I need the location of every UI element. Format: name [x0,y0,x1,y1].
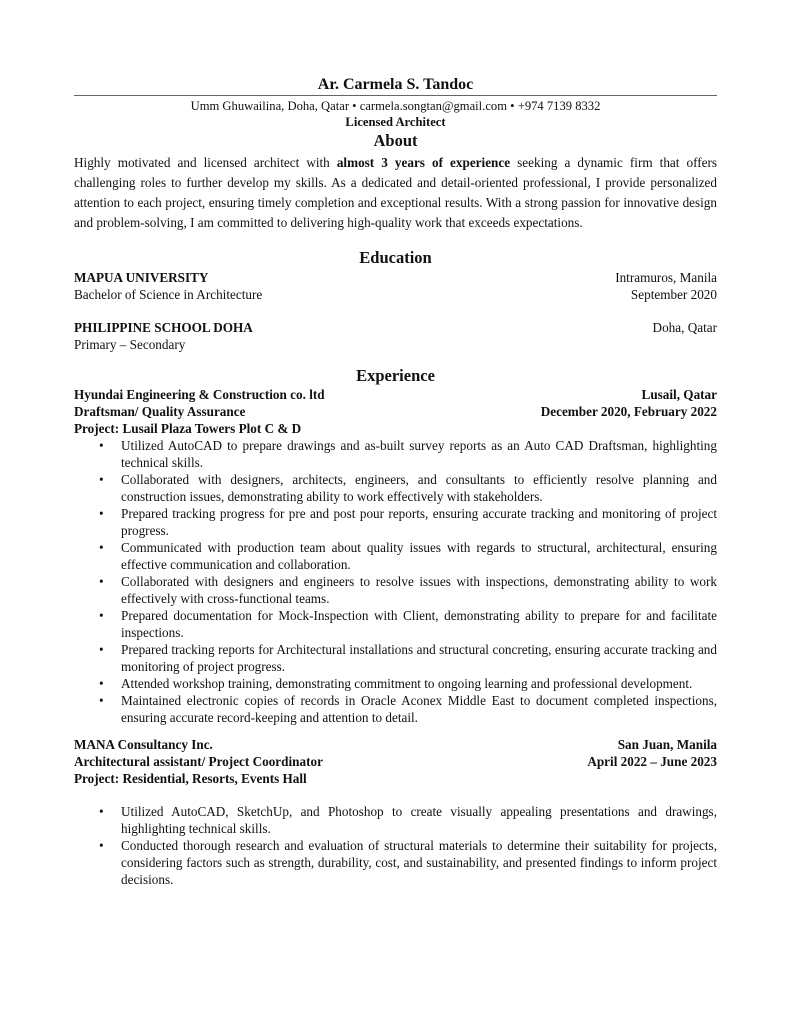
graduation-date: September 2020 [630,287,717,302]
job-location: Lusail, Qatar [641,387,717,402]
school-name: PHILIPPINE SCHOOL DOHA [74,320,253,335]
job-dates: December 2020, February 2022 [540,404,717,419]
professional-title: Licensed Architect [345,115,446,129]
school-location: Intramuros, Manila [615,270,717,285]
experience-heading: Experience [356,366,435,385]
bullet-item: • Conducted thorough research and evaluation of structural materials to determine their suitability for projects, considering factors such as strength, durability, cost, and sustainability, and presented findings to inform project decisions. [121,837,717,888]
about-text-start: Highly motivated and licensed architect with [74,155,337,170]
bullet-item: • Prepared tracking progress for pre and post pour reports, ensuring accurate tracking and monitoring of project progress. [121,505,717,539]
about-text-highlight: almost 3 years of experience [336,155,511,170]
bullet-item: • Collaborated with designers and engineers to resolve issues with inspections, demonstrating ability to work effectively with cross-functional teams. [121,573,717,607]
bullet-item: • Utilized AutoCAD to prepare drawings and as-built survey reports as an Auto CAD Draftsman, highlighting technical skills. [121,437,717,471]
bullet-item: • Prepared documentation for Mock-Inspection with Client, demonstrating ability to prepare for and facilitate inspections. [121,607,717,641]
about-paragraph [74,153,717,233]
bullet-item: • Utilized AutoCAD, SketchUp, and Photoshop to create visually appealing presentations and drawings, highlighting technical skills. [121,803,717,837]
resume-page [74,76,717,888]
bullet-item: • Collaborated with designers, architects, engineers, and consultants to efficiently resolve planning and construction issues, demonstrating ability to work effectively with stakeholders. [121,471,717,505]
bullet-item: • Attended workshop training, demonstrating commitment to ongoing learning and professional development. [121,675,717,692]
about-heading: About [373,131,418,150]
job-bullets [74,803,717,888]
school-name: MAPUA UNIVERSITY [74,270,209,285]
job-role: Architectural assistant/ Project Coordinator [74,754,323,769]
job-project: Project: Lusail Plaza Towers Plot C & D [74,421,302,436]
education-heading: Education [359,248,432,267]
school-location: Doha, Qatar [652,320,717,335]
job-entry [74,386,717,726]
candidate-name: Ar. Carmela S. Tandoc [74,76,717,96]
bullet-item: • Communicated with production team about quality issues with regards to structural, architectural, ensuring effective communication and collaboration. [121,539,717,573]
about-text-end: seeking a dynamic firm that offers challenging roles to further develop my skills. As a dedicated and detail-oriented professional, I provide personalized attention to each project, ensuring timely completion and exceptional results. With a strong passion for innovative design and problem-solving, I am committed to delivering high-quality work that exceeds expectations. [74,155,718,230]
company-name: MANA Consultancy Inc. [74,737,213,752]
job-dates: April 2022 – June 2023 [587,754,717,769]
job-bullets [74,437,717,726]
education-entry [74,319,717,353]
contact-line: Umm Ghuwailina, Doha, Qatar • carmela.songtan@gmail.com • +974 7139 8332 [190,99,601,113]
bullet-item: • Maintained electronic copies of records in Oracle Aconex Middle East to document completed inspections, ensuring accurate record-keeping and attention to detail. [121,692,717,726]
degree: Bachelor of Science in Architecture [74,287,263,302]
education-entry [74,269,717,303]
job-entry [74,736,717,888]
job-role: Draftsman/ Quality Assurance [74,404,246,419]
company-name: Hyundai Engineering & Construction co. ltd [74,387,325,402]
job-location: San Juan, Manila [617,737,717,752]
degree: Primary – Secondary [74,337,186,352]
job-project: Project: Residential, Resorts, Events Hall [74,771,307,786]
bullet-item: • Prepared tracking reports for Architectural installations and structural concreting, ensuring accurate tracking and monitoring of project progress. [121,641,717,675]
